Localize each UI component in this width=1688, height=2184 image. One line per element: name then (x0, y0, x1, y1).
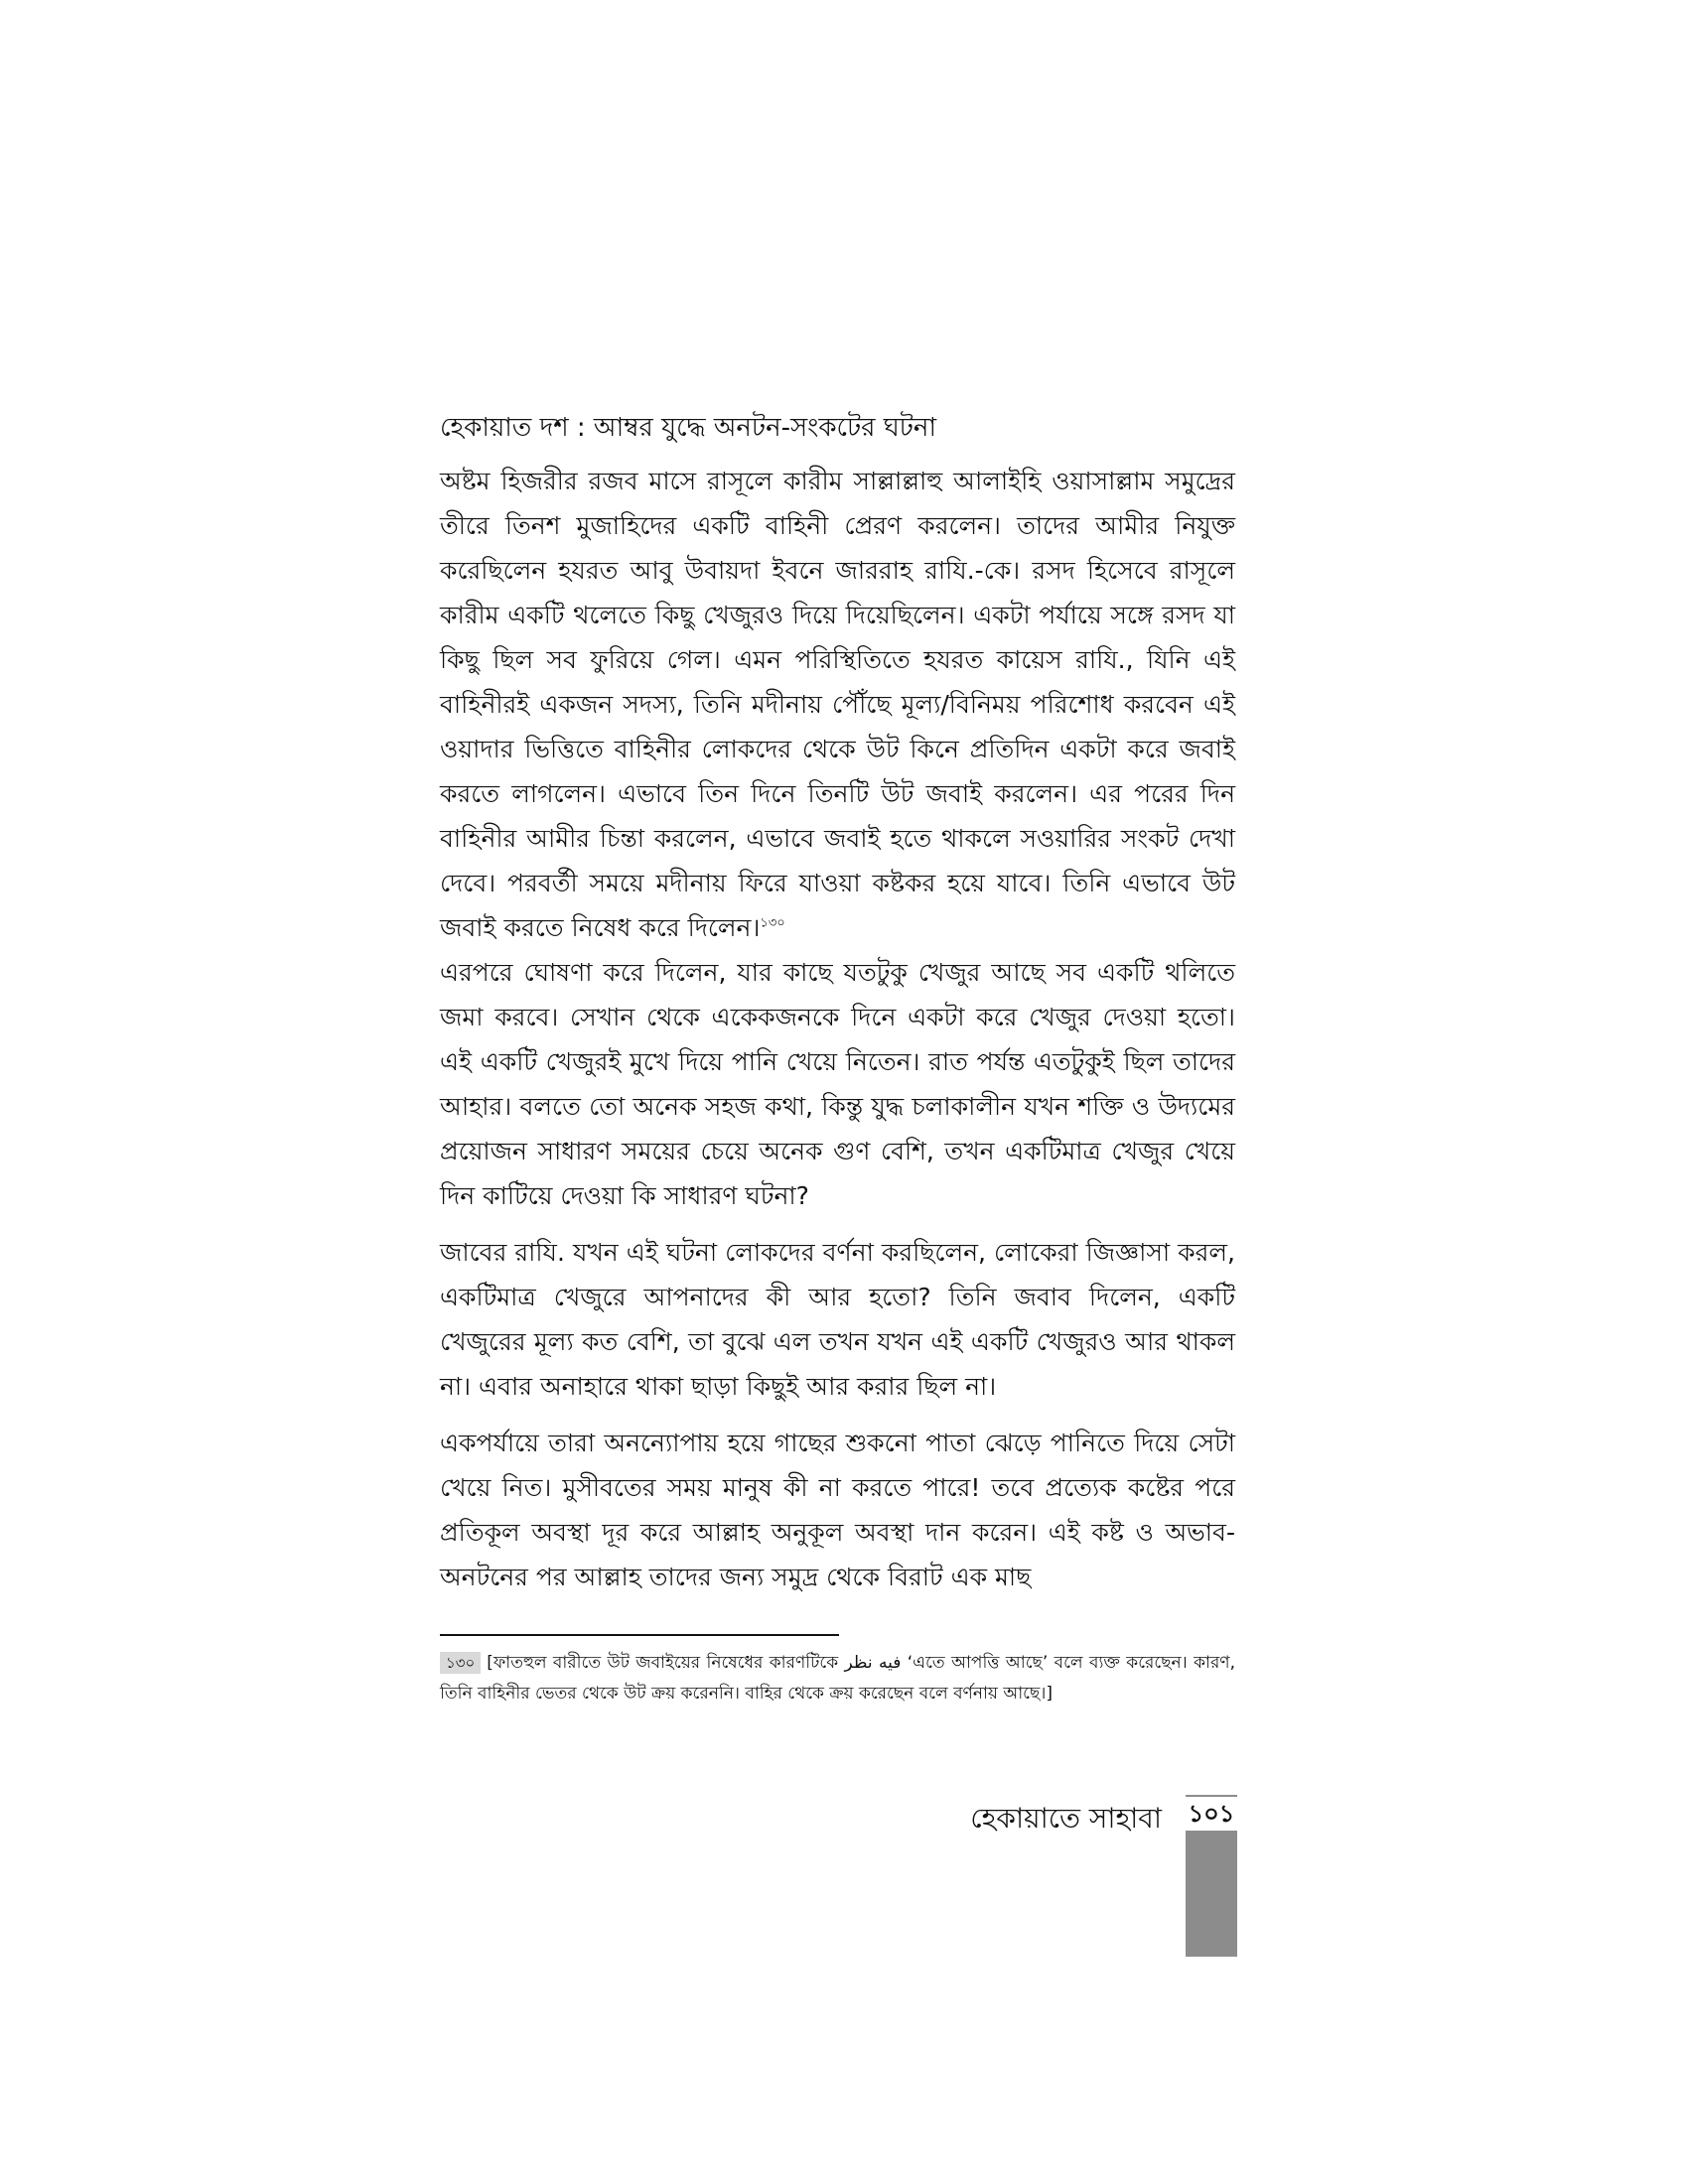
paragraph-2: জাবের রাযি. যখন এই ঘটনা লোকদের বর্ণনা করছিলেন, লোকেরা জিজ্ঞাসা করল, একটিমাত্র খেজুরে আপনাদের কী আর হতো? তিনি জবাব দিলেন, একটি খেজুরের মূল্য কত বেশি, তা বুঝে এল তখন যখন এই একটি খেজুরও আর থাকল না। এবার অনাহারে থাকা ছাড়া কিছুই আর করার ছিল না। (440, 1238, 1235, 1401)
paragraph-3: একপর্যায়ে তারা অনন্যোপায় হয়ে গাছের শুকনো পাতা ঝেড়ে পানিতে দিয়ে সেটা খেয়ে নিত। মুসীবতের সময় মানুষ কী না করতে পারে! তবে প্রত্যেক কষ্টের পরে প্রতিকূল অবস্থা দূর করে আল্লাহ অনুকূল অবস্থা দান করেন। এই কষ্ট ও অভাব-অনটনের পর আল্লাহ তাদের জন্য সমুদ্র থেকে বিরাট এক মাছ (440, 1429, 1235, 1591)
main-text (440, 405, 1235, 1611)
chapter-title: হেকায়াত দশ : আম্বর যুদ্ধে অনটন-সংকটের ঘটনা (440, 413, 936, 443)
footnote-divider (440, 1634, 839, 1636)
paragraph-1 (440, 459, 1235, 1218)
running-title: হেকায়াতে সাহাবা (970, 1802, 1162, 1835)
footnote-reference: ১৩০ (760, 915, 785, 931)
footnote (440, 1648, 1235, 1709)
paragraph-1-text: অষ্টম হিজরীর রজব মাসে রাসূলে কারীম সাল্লাল্লাহু আলাইহি ওয়াসাল্লাম সমুদ্রের তীরে তিনশ মুজাহিদের একটি বাহিনী প্রেরণ করলেন। তাদের আমীর নিযুক্ত করেছিলেন হযরত আবু উবায়দা ইবনে জাররাহ রাযি.-কে। রসদ হিসেবে রাসূলে কারীম একটি থলেতে কিছু খেজুরও দিয়ে দিয়েছিলেন। একটা পর্যায়ে সঙ্গে রসদ যা কিছু ছিল সব ফুরিয়ে গেল। এমন পরিস্থিতিতে হযরত কায়েস রাযি., যিনি এই বাহিনীরই একজন সদস্য, তিনি মদীনায় পৌঁছে মূল্য/বিনিময় পরিশোধ করবেন এই ওয়াদার ভিত্তিতে বাহিনীর লোকদের থেকে উট কিনে প্রতিদিন একটা করে জবাই করতে লাগলেন। এভাবে তিন দিনে তিনটি উট জবাই করলেন। এর পরের দিন বাহিনীর আমীর চিন্তা করলেন, এভাবে জবাই হতে থাকলে সওয়ারির সংকট দেখা দেবে। পরবর্তী সময়ে মদীনায় ফিরে যাওয়া কষ্টকর হয়ে যাবে। তিনি এভাবে উট জবাই করতে নিষেধ করে দিলেন। (440, 467, 1235, 942)
footnote-text: [ফাতহুল বারীতে উট জবাইয়ের নিষেধের কারণটিকে فيه نظر ‘এতে আপত্তি আছে’ বলে ব্যক্ত করেছেন। কারণ, তিনি বাহিনীর ভেতর থেকে উট ক্রয় করেননি। বাহির থেকে ক্রয় করেছেন বলে বর্ণনায় আছে।] (440, 1653, 1235, 1704)
page-number: ১০১ (1186, 1797, 1237, 1831)
paragraph-1-continuation: এরপরে ঘোষণা করে দিলেন, যার কাছে যতটুকু খেজুর আছে সব একটি থলিতে জমা করবে। সেখান থেকে একেকজনকে দিনে একটা করে খেজুর দেওয়া হতো। এই একটি খেজুরই মুখে দিয়ে পানি খেয়ে নিতেন। রাত পর্যন্ত এতটুকুই ছিল তাদের আহার। বলতে তো অনেক সহজ কথা, কিন্তু যুদ্ধ চলাকালীন যখন শক্তি ও উদ্যমের প্রয়োজন সাধারণ সময়ের চেয়ে অনেক গুণ বেশি, তখন একটিমাত্র খেজুর খেয়ে দিন কাটিয়ে দেওয়া কি সাধারণ ঘটনা? (440, 958, 1235, 1210)
footnote-number: ১৩০ (440, 1652, 481, 1674)
